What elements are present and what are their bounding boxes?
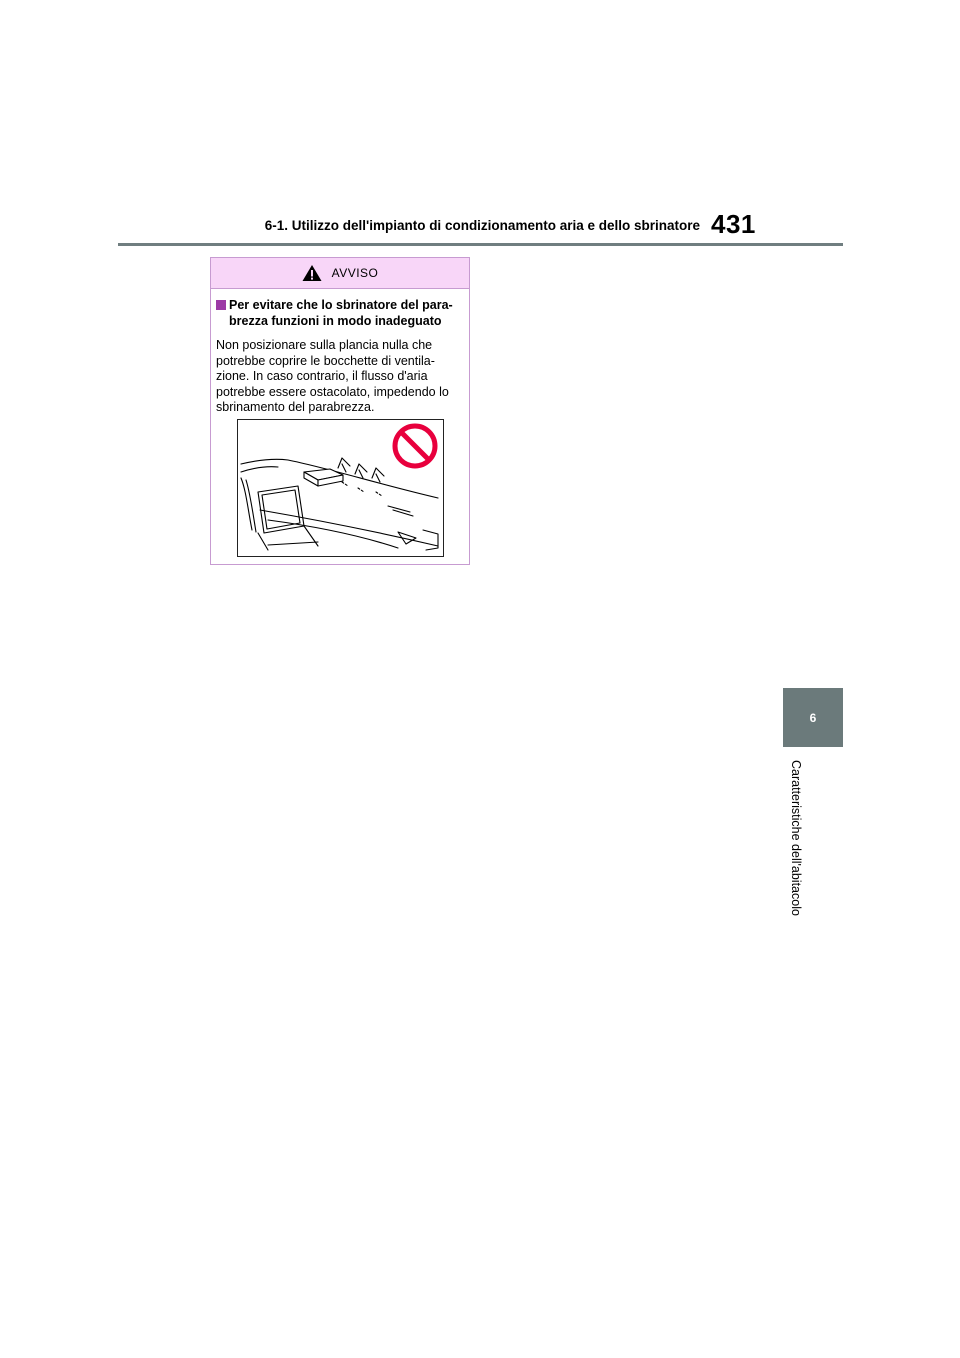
warning-triangle-icon (302, 264, 322, 282)
warning-header (211, 258, 469, 289)
dashboard-drawing (238, 420, 443, 556)
header-divider (118, 243, 843, 246)
chapter-tab[interactable] (783, 688, 843, 747)
warning-subheading-text: Per evitare che lo sbrinatore del para-brezza funzioni in modo inadeguato (229, 298, 453, 328)
chapter-number: 6 (809, 710, 817, 725)
warning-title: AVVISO (331, 266, 379, 280)
dashboard-illustration (237, 419, 444, 557)
prohibition-icon (395, 426, 435, 466)
warning-body: Non posizionare sulla plancia nulla che potrebbe coprire le bocchette di ventila-zione. In caso contrario, il flusso d'aria potrebbe essere ostacolato, impedendo lo sbrinamento del parabrezza. (216, 338, 449, 414)
chapter-label: Caratteristiche dell'abitacolo (789, 760, 803, 916)
warning-subheading (216, 298, 463, 329)
page-number: 431 (711, 209, 756, 239)
bullet-square-icon (216, 300, 226, 310)
running-header: 6-1. Utilizzo dell'impianto di condizionamento aria e dello sbrinatore (264, 218, 700, 233)
